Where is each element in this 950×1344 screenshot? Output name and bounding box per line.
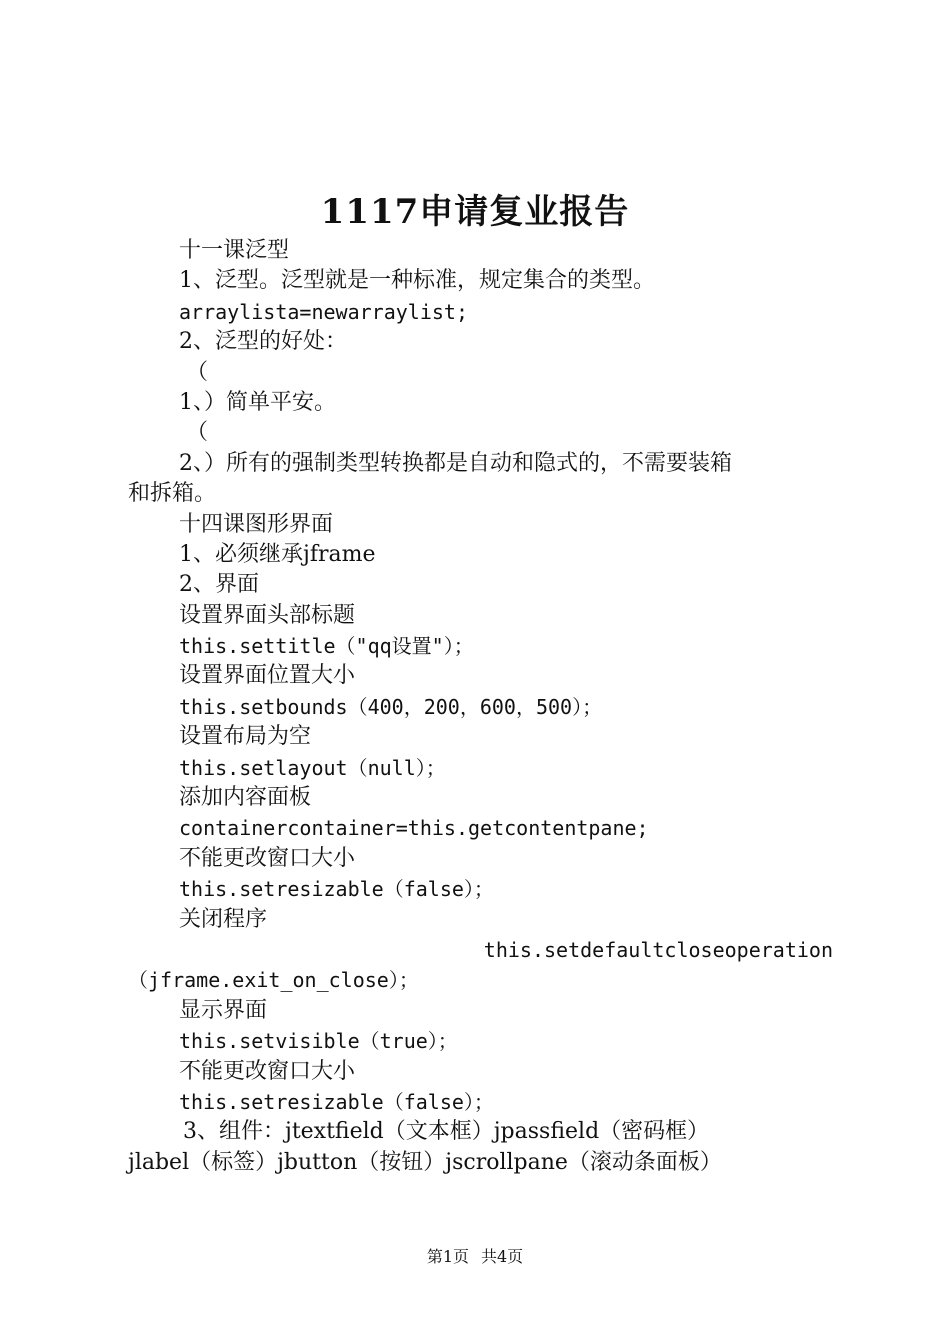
document-title: 1117申请复业报告 bbox=[320, 192, 630, 232]
text-line: 设置界面头部标题 bbox=[179, 602, 356, 628]
code-line: arraylista=newarraylist; bbox=[179, 299, 468, 324]
code-line: this.setvisible（true）； bbox=[179, 1029, 458, 1054]
text-line: 设置布局为空 bbox=[179, 724, 312, 750]
text-line: 1、必须继承jframe bbox=[179, 541, 376, 567]
text-line: 十一课泛型 bbox=[179, 238, 290, 263]
code-line: this.setbounds（400，200，600，500）； bbox=[179, 694, 603, 719]
text-line: 2、界面 bbox=[179, 572, 259, 598]
page-number: 第1页 bbox=[426, 1247, 469, 1266]
text-line: 2、）所有的强制类型转换都是自动和隐式的，不需要装箱 bbox=[179, 450, 732, 476]
code-line: （jframe.exit_on_close）； bbox=[128, 968, 419, 993]
code-line: this.setdefaultcloseoperation bbox=[483, 937, 833, 962]
text-line: 十四课图形界面 bbox=[179, 511, 334, 537]
text-line: 3、组件：jtextfield（文本框）jpassfield（密码框） bbox=[183, 1119, 710, 1145]
code-line: this.setresizable（false）； bbox=[179, 877, 494, 902]
text-line: 1、泛型。泛型就是一种标准，规定集合的类型。 bbox=[179, 268, 655, 294]
code-line: this.settitle（"qq设置"）； bbox=[179, 634, 474, 659]
text-line: 2、泛型的好处： bbox=[179, 329, 347, 355]
text-line: 不能更改窗口大小 bbox=[179, 845, 356, 871]
text-line: （ bbox=[186, 359, 209, 385]
code-line: containercontainer=this.getcontentpane; bbox=[179, 816, 649, 841]
text-line: 关闭程序 bbox=[179, 906, 268, 932]
text-line: 和拆箱。 bbox=[128, 481, 217, 507]
text-line: （ bbox=[186, 420, 209, 446]
page-total: 共4页 bbox=[481, 1247, 524, 1266]
text-line: 添加内容面板 bbox=[179, 785, 312, 811]
code-line: this.setresizable（false）； bbox=[179, 1089, 494, 1114]
text-line: 设置界面位置大小 bbox=[179, 663, 356, 689]
text-line: jlabel（标签）jbutton（按钮）jscrollpane（滚动条面板） bbox=[128, 1149, 722, 1175]
document-body bbox=[128, 236, 833, 1178]
page-footer bbox=[0, 1244, 950, 1267]
text-line: 1、）简单平安。 bbox=[179, 389, 336, 415]
text-line: 显示界面 bbox=[179, 997, 268, 1023]
text-line: 不能更改窗口大小 bbox=[179, 1058, 356, 1084]
code-line: this.setlayout（null）； bbox=[179, 755, 446, 780]
